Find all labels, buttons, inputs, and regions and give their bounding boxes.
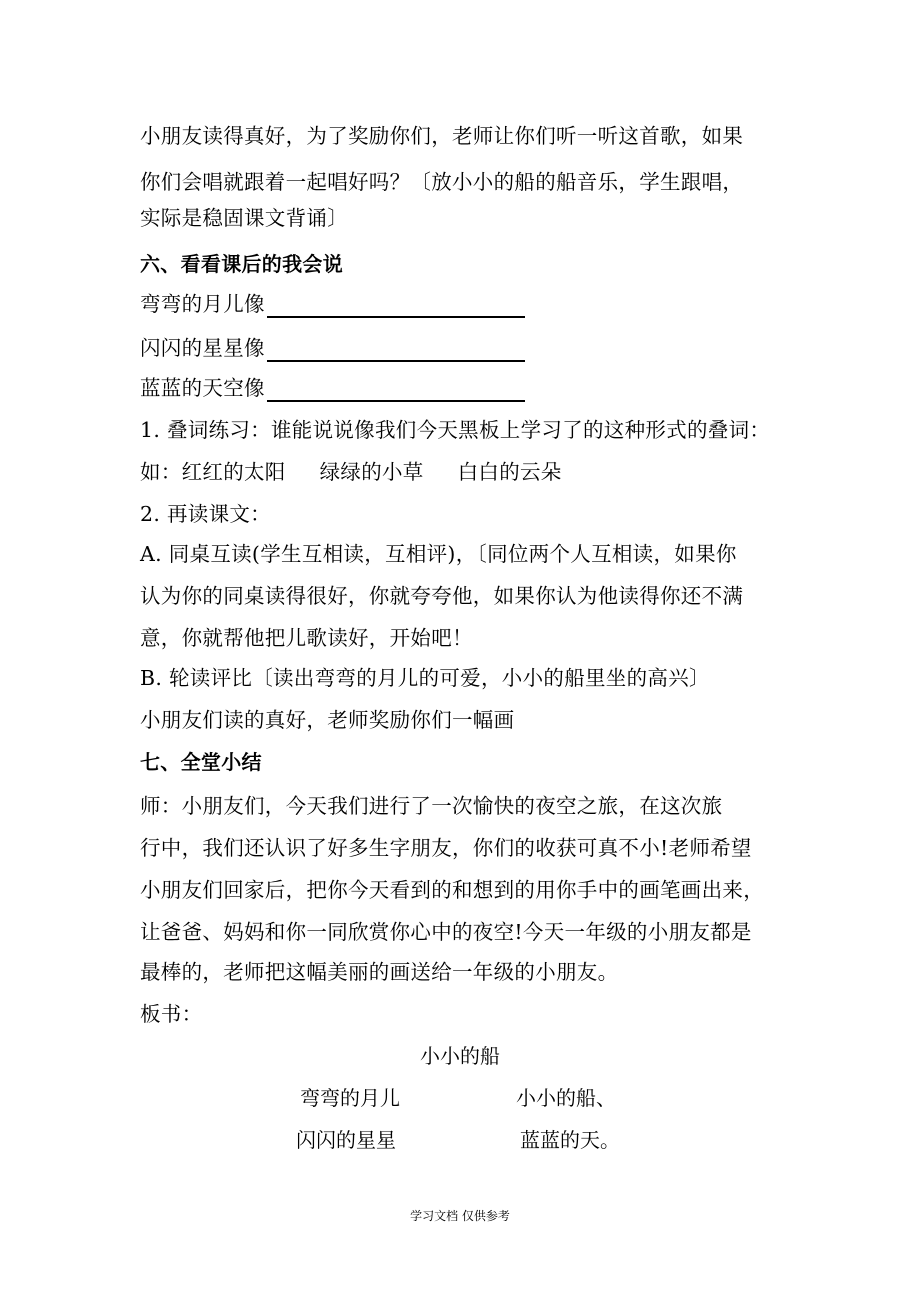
paragraph-line: 小朋友读得真好，为了奖励你们，老师让你们听一听这首歌，如果 bbox=[140, 124, 744, 148]
summary-line: 让爸爸、妈妈和你一同欣赏你心中的夜空!今天一年级的小朋友都是 bbox=[140, 920, 752, 944]
paragraph-line: 你们会唱就跟着一起唱好吗？〔放小小的船的船音乐，学生跟唱， bbox=[140, 170, 744, 194]
fill-in-prompt: 蓝蓝的天空像 bbox=[140, 376, 265, 400]
summary-line: 小朋友们回家后，把你今天看到的和想到的用你手中的画笔画出来， bbox=[140, 878, 764, 902]
board-left-line: 闪闪的星星 bbox=[296, 1128, 396, 1152]
board-right-line: 小小的船、 bbox=[516, 1086, 616, 1110]
answer-blank bbox=[267, 378, 525, 402]
item-a-line: A. 同桌互读(学生互相读，互相评)，〔同位两个人互相读，如果你 bbox=[140, 542, 737, 566]
summary-line: 师：小朋友们，今天我们进行了一次愉快的夜空之旅，在这次旅 bbox=[140, 794, 723, 818]
item-a-line: 意，你就帮他把儿歌读好，开始吧！ bbox=[140, 626, 473, 650]
example: 白白的云朵 bbox=[457, 460, 562, 484]
fill-in-prompt: 闪闪的星星像 bbox=[140, 336, 265, 360]
fill-in-line bbox=[140, 374, 525, 402]
example: 如：红红的太阳 bbox=[140, 460, 286, 484]
summary-line: 最棒的，老师把这幅美丽的画送给一年级的小朋友。 bbox=[140, 960, 619, 984]
fill-in-line bbox=[140, 334, 525, 362]
section-heading-7: 七、全堂小结 bbox=[140, 750, 262, 774]
example: 绿绿的小草 bbox=[319, 460, 424, 484]
board-left-line: 弯弯的月儿 bbox=[300, 1086, 400, 1110]
answer-blank bbox=[267, 294, 525, 318]
board-right-line: 蓝蓝的天。 bbox=[520, 1128, 620, 1152]
praise-line: 小朋友们读的真好，老师奖励你们一幅画 bbox=[140, 708, 515, 732]
paragraph-line: 实际是稳固课文背诵〕 bbox=[140, 206, 348, 230]
answer-blank bbox=[267, 338, 525, 362]
fill-in-prompt: 弯弯的月儿像 bbox=[140, 292, 265, 316]
summary-line: 行中，我们还认识了好多生字朋友，你们的收获可真不小!老师希望 bbox=[140, 836, 752, 860]
fill-in-line bbox=[140, 290, 525, 318]
exercise-item-1: 1. 叠词练习：谁能说说像我们今天黑板上学习了的这种形式的叠词： bbox=[140, 418, 771, 442]
board-title: 小小的船 bbox=[420, 1044, 500, 1068]
section-heading-6: 六、看看课后的我会说 bbox=[140, 252, 343, 276]
examples-line bbox=[140, 458, 562, 486]
board-label: 板书： bbox=[140, 1002, 203, 1026]
exercise-item-2: 2. 再读课文： bbox=[140, 502, 271, 526]
page-footer: 学习文档 仅供参考 bbox=[410, 1209, 510, 1223]
item-a-line: 认为你的同桌读得很好，你就夸夸他，如果你认为他读得你还不满 bbox=[140, 584, 744, 608]
item-b-line: B. 轮读评比〔读出弯弯的月儿的可爱，小小的船里坐的高兴〕 bbox=[140, 666, 710, 690]
